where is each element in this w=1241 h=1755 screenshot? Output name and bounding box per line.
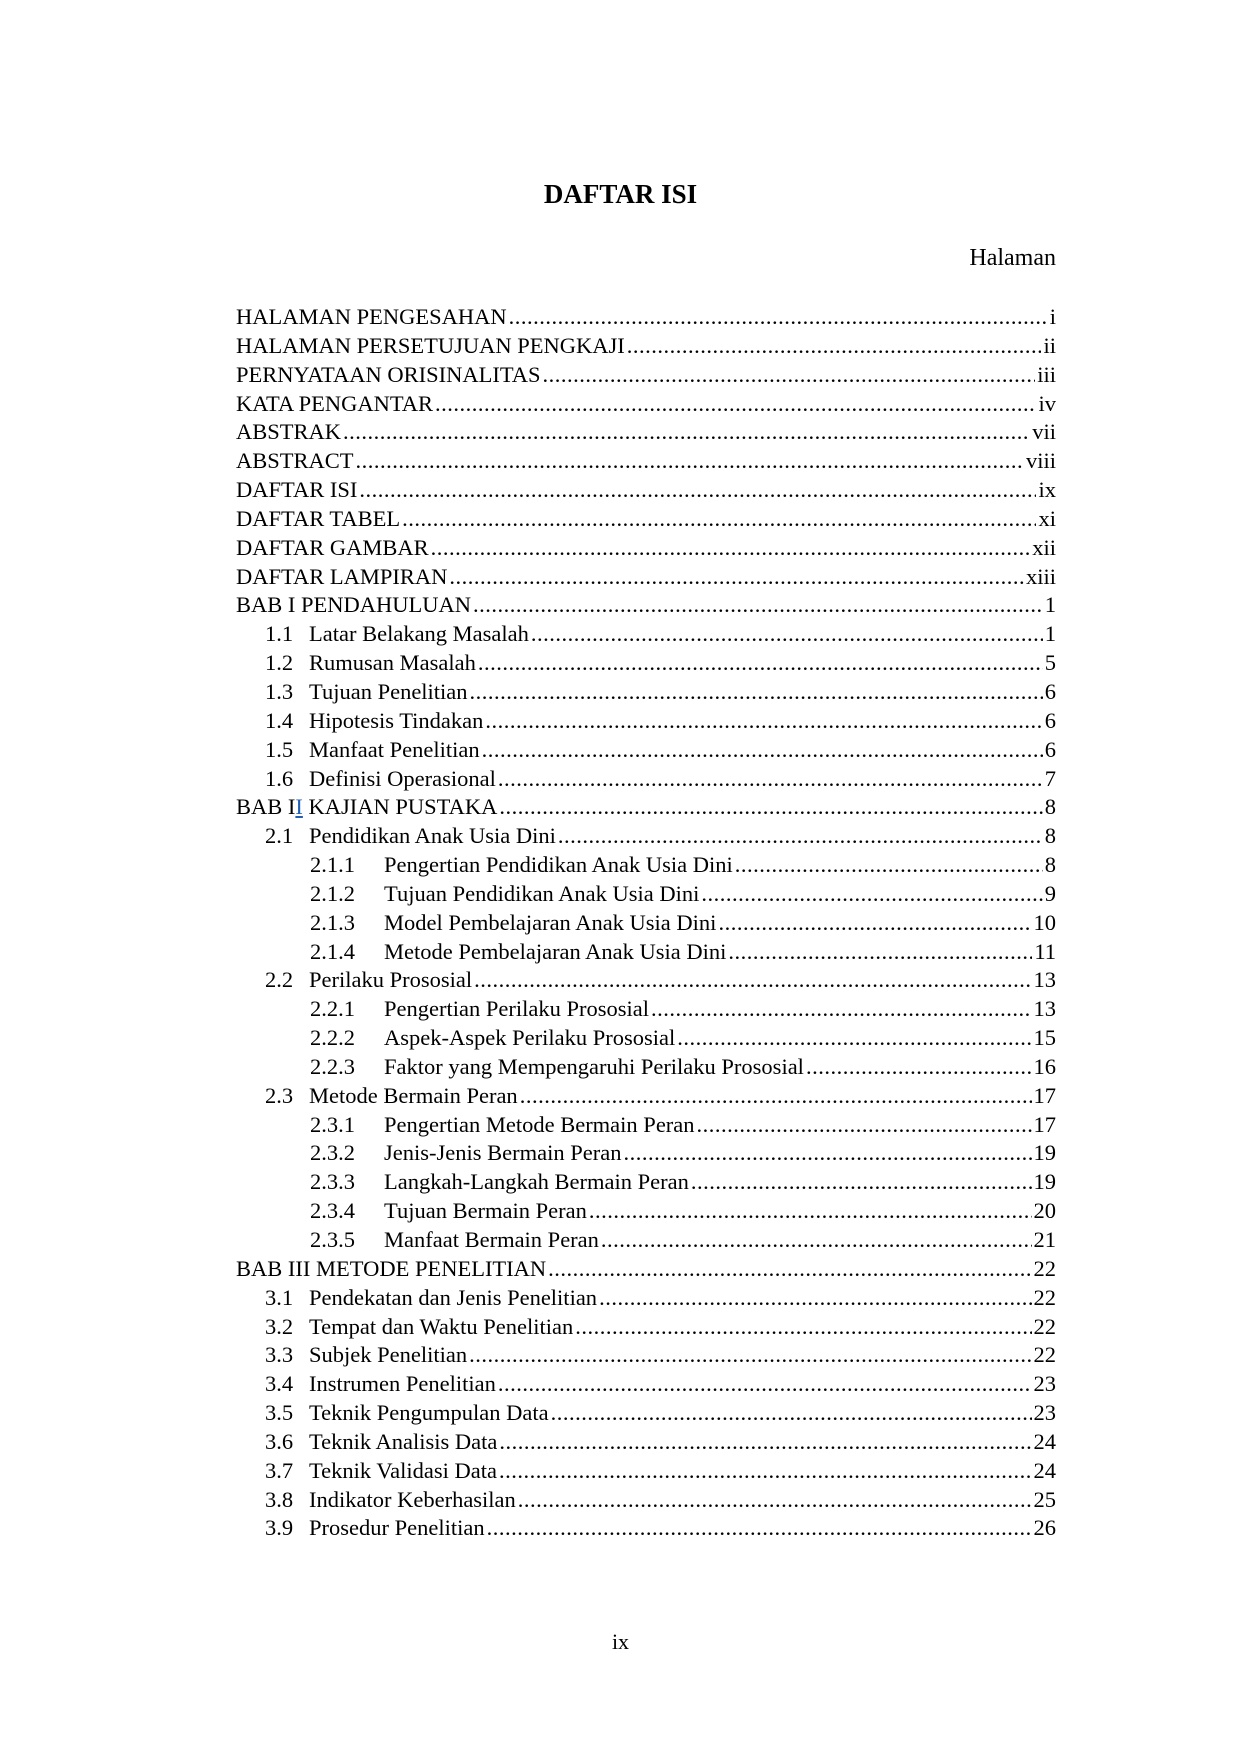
toc-entry-title: DAFTAR TABEL xyxy=(236,505,401,531)
dot-leader xyxy=(470,678,1043,707)
toc-entry-number: 2.3.5 xyxy=(310,1227,355,1252)
toc-entry-title: 1.4 Hipotesis Tindakan xyxy=(265,707,483,736)
toc-entry-page: 23 xyxy=(1033,1400,1056,1426)
toc-entry-title: 1.1 Latar Belakang Masalah xyxy=(265,620,529,649)
toc-entry[interactable] xyxy=(236,390,1056,419)
toc-entry-title: 1.3 Tujuan Penelitian xyxy=(265,678,468,707)
dot-leader xyxy=(558,822,1043,851)
toc-entry-page: 24 xyxy=(1033,1428,1056,1454)
dot-leader xyxy=(469,1341,1031,1370)
dot-leader xyxy=(520,1082,1032,1111)
dot-leader xyxy=(691,1168,1032,1197)
toc-entry-title: PERNYATAAN ORISINALITAS xyxy=(236,361,541,387)
dot-leader xyxy=(623,1139,1031,1168)
table-of-contents xyxy=(236,303,1056,1543)
toc-entry-page: 24 xyxy=(1033,1457,1056,1483)
toc-entry-number: 3.7 xyxy=(265,1457,294,1483)
toc-entry[interactable] xyxy=(236,1024,1056,1053)
toc-entry[interactable] xyxy=(236,1370,1056,1399)
toc-entry-title: 2.2.3 Faktor yang Mempengaruhi Perilaku Prososial xyxy=(310,1053,804,1082)
dot-leader xyxy=(498,1370,1032,1399)
hyperlink-fragment[interactable]: I xyxy=(295,794,303,820)
dot-leader xyxy=(735,851,1043,880)
dot-leader xyxy=(499,793,1042,822)
toc-entry-page: 21 xyxy=(1033,1227,1056,1252)
toc-entry-title: 2.3.3 Langkah-Langkah Bermain Peran xyxy=(310,1168,689,1197)
toc-entry-page: 16 xyxy=(1033,1053,1056,1079)
dot-leader xyxy=(449,563,1024,592)
toc-entry-title: DAFTAR LAMPIRAN xyxy=(236,563,448,589)
toc-entry-number: 2.1.1 xyxy=(310,852,355,878)
dot-leader xyxy=(806,1053,1032,1082)
toc-entry-page: 17 xyxy=(1033,1111,1056,1137)
toc-entry-page: 9 xyxy=(1044,880,1056,906)
dot-leader xyxy=(599,1284,1031,1313)
toc-entry[interactable] xyxy=(236,620,1056,649)
dot-leader xyxy=(435,390,1036,419)
toc-entry[interactable] xyxy=(236,1226,1056,1255)
toc-entry-title: 3.7 Teknik Validasi Data xyxy=(265,1457,497,1486)
toc-entry-page: 6 xyxy=(1044,678,1056,704)
toc-entry-page: 8 xyxy=(1044,823,1056,849)
toc-entry-page: 7 xyxy=(1044,765,1056,791)
toc-entry-number: 2.3 xyxy=(265,1082,294,1108)
toc-entry-title: 3.5 Teknik Pengumpulan Data xyxy=(265,1399,549,1428)
toc-entry-title: 2.1 Pendidikan Anak Usia Dini xyxy=(265,822,556,851)
toc-entry-number: 3.4 xyxy=(265,1371,294,1397)
toc-entry-number: 3.3 xyxy=(265,1342,294,1368)
toc-entry-number: 1.2 xyxy=(265,650,294,676)
dot-leader xyxy=(575,1313,1031,1342)
dot-leader xyxy=(701,880,1042,909)
toc-entry-number: 2.1.4 xyxy=(310,938,355,964)
toc-entry[interactable] xyxy=(236,909,1056,938)
toc-entry[interactable] xyxy=(236,1399,1056,1428)
toc-entry-title: HALAMAN PENGESAHAN xyxy=(236,304,507,329)
toc-entry-page: iv xyxy=(1038,390,1056,416)
toc-entry-page: vii xyxy=(1032,419,1056,445)
dot-leader xyxy=(697,1111,1032,1140)
toc-entry-number: 2.2.2 xyxy=(310,1025,355,1051)
toc-entry-page: ii xyxy=(1043,332,1056,358)
toc-entry-number: 3.6 xyxy=(265,1428,294,1454)
toc-entry-page: ix xyxy=(1038,477,1056,503)
toc-entry-page: 22 xyxy=(1033,1313,1056,1339)
toc-entry-number: 3.8 xyxy=(265,1486,294,1512)
toc-entry-page: 6 xyxy=(1044,707,1056,733)
dot-leader xyxy=(482,736,1043,765)
toc-entry-page: i xyxy=(1049,304,1056,329)
dot-leader xyxy=(356,447,1024,476)
toc-entry[interactable] xyxy=(236,822,1056,851)
toc-entry-page: 25 xyxy=(1033,1486,1056,1512)
toc-entry[interactable] xyxy=(236,591,1056,620)
dot-leader xyxy=(651,995,1032,1024)
dot-leader xyxy=(485,707,1042,736)
dot-leader xyxy=(343,418,1030,447)
toc-entry[interactable] xyxy=(236,476,1056,505)
toc-entry-title: 3.1 Pendekatan dan Jenis Penelitian xyxy=(265,1284,597,1313)
toc-entry[interactable] xyxy=(236,447,1056,476)
toc-entry-page: 19 xyxy=(1033,1140,1056,1166)
toc-entry[interactable] xyxy=(236,1168,1056,1197)
toc-entry[interactable] xyxy=(236,793,1056,822)
toc-entry-page: 13 xyxy=(1033,996,1056,1022)
toc-entry-page: 22 xyxy=(1033,1342,1056,1368)
toc-entry[interactable] xyxy=(236,303,1056,332)
toc-entry-page: 10 xyxy=(1033,909,1056,935)
toc-entry-page: 22 xyxy=(1033,1255,1056,1281)
toc-entry[interactable] xyxy=(236,1082,1056,1111)
toc-entry-page: 8 xyxy=(1044,852,1056,878)
toc-entry-page: xi xyxy=(1038,505,1056,531)
toc-entry-number: 1.1 xyxy=(265,621,294,647)
toc-entry-title: DAFTAR ISI xyxy=(236,477,358,503)
toc-entry-title: 2.2.1 Pengertian Perilaku Prososial xyxy=(310,995,649,1024)
toc-entry[interactable] xyxy=(236,505,1056,534)
toc-entry-title: 2.3.4 Tujuan Bermain Peran xyxy=(310,1197,587,1226)
dot-leader xyxy=(402,505,1036,534)
dot-leader xyxy=(551,1399,1032,1428)
toc-entry[interactable] xyxy=(236,1111,1056,1140)
toc-entry-title: 2.3.1 Pengertian Metode Bermain Peran xyxy=(310,1111,695,1140)
toc-entry-title: 3.3 Subjek Penelitian xyxy=(265,1341,467,1370)
dot-leader xyxy=(474,966,1031,995)
dot-leader xyxy=(728,938,1032,967)
toc-entry[interactable] xyxy=(236,1457,1056,1486)
dot-leader xyxy=(478,649,1043,678)
toc-entry[interactable] xyxy=(236,418,1056,447)
toc-entry[interactable] xyxy=(236,1197,1056,1226)
toc-entry-page: 19 xyxy=(1033,1169,1056,1195)
toc-entry-title: 2.1.2 Tujuan Pendidikan Anak Usia Dini xyxy=(310,880,699,909)
toc-entry-page: 1 xyxy=(1044,621,1056,647)
toc-entry-title: BAB II KAJIAN PUSTAKA xyxy=(236,794,498,820)
toc-entry-number: 3.2 xyxy=(265,1313,294,1339)
toc-entry-page: xiii xyxy=(1025,563,1056,589)
toc-entry-number: 2.1.2 xyxy=(310,880,355,906)
dot-leader xyxy=(677,1024,1031,1053)
toc-entry-title: 2.3.2 Jenis-Jenis Bermain Peran xyxy=(310,1139,621,1168)
toc-entry-number: 2.3.3 xyxy=(310,1169,355,1195)
dot-leader xyxy=(498,765,1043,794)
dot-leader xyxy=(531,620,1043,649)
toc-entry[interactable] xyxy=(236,966,1056,995)
toc-entry-title: 2.1.4 Metode Pembelajaran Anak Usia Dini xyxy=(310,938,726,967)
toc-entry-page: 1 xyxy=(1044,592,1056,618)
dot-leader xyxy=(359,476,1036,505)
dot-leader xyxy=(487,1514,1032,1543)
toc-entry-number: 1.6 xyxy=(265,765,294,791)
toc-entry-title: 2.2.2 Aspek-Aspek Perilaku Prososial xyxy=(310,1024,675,1053)
dot-leader xyxy=(589,1197,1032,1226)
toc-entry-page: 20 xyxy=(1033,1198,1056,1224)
toc-entry-title: HALAMAN PERSETUJUAN PENGKAJI xyxy=(236,332,625,358)
toc-entry[interactable] xyxy=(236,880,1056,909)
toc-entry[interactable] xyxy=(236,678,1056,707)
toc-entry[interactable] xyxy=(236,361,1056,390)
dot-leader xyxy=(431,534,1031,563)
toc-entry[interactable] xyxy=(236,1139,1056,1168)
toc-entry-page: xii xyxy=(1032,534,1056,560)
toc-entry-title: 2.3 Metode Bermain Peran xyxy=(265,1082,518,1111)
dot-leader xyxy=(627,332,1042,361)
toc-entry[interactable] xyxy=(236,1053,1056,1082)
toc-entry[interactable] xyxy=(236,736,1056,765)
toc-entry[interactable] xyxy=(236,765,1056,794)
toc-entry-title: 1.5 Manfaat Penelitian xyxy=(265,736,480,765)
toc-entry-title: BAB I PENDAHULUAN xyxy=(236,592,471,618)
toc-entry-page: 15 xyxy=(1033,1025,1056,1051)
dot-leader xyxy=(718,909,1031,938)
toc-entry-page: 22 xyxy=(1033,1284,1056,1310)
toc-entry[interactable] xyxy=(236,1428,1056,1457)
toc-entry-page: viii xyxy=(1025,448,1056,474)
toc-entry[interactable] xyxy=(236,534,1056,563)
toc-entry-title: 1.6 Definisi Operasional xyxy=(265,765,496,794)
toc-entry-number: 2.3.4 xyxy=(310,1198,355,1224)
toc-entry-title: ABSTRAK xyxy=(236,419,342,445)
toc-entry-title: 2.1.3 Model Pembelajaran Anak Usia Dini xyxy=(310,909,716,938)
toc-entry-page: 11 xyxy=(1034,938,1056,964)
toc-entry-number: 2.2 xyxy=(265,967,294,993)
dot-leader xyxy=(473,591,1043,620)
toc-entry-number: 3.5 xyxy=(265,1400,294,1426)
toc-entry-number: 2.3.2 xyxy=(310,1140,355,1166)
toc-entry-title: 3.4 Instrumen Penelitian xyxy=(265,1370,496,1399)
toc-entry[interactable] xyxy=(236,332,1056,361)
toc-entry-number: 2.3.1 xyxy=(310,1111,355,1137)
toc-entry-page: iii xyxy=(1037,361,1056,387)
toc-entry-number: 2.1.3 xyxy=(310,909,355,935)
toc-entry[interactable] xyxy=(236,1514,1056,1543)
toc-entry-page: 17 xyxy=(1033,1082,1056,1108)
dot-leader xyxy=(518,1486,1032,1515)
toc-entry-page: 23 xyxy=(1033,1371,1056,1397)
toc-entry-page: 26 xyxy=(1033,1515,1056,1541)
toc-entry-number: 1.5 xyxy=(265,736,294,762)
toc-entry[interactable] xyxy=(236,649,1056,678)
toc-entry[interactable] xyxy=(236,995,1056,1024)
toc-entry[interactable] xyxy=(236,1284,1056,1313)
toc-entry-page: 8 xyxy=(1044,794,1056,820)
toc-entry-title: KATA PENGANTAR xyxy=(236,390,434,416)
toc-entry-title: 3.2 Tempat dan Waktu Penelitian xyxy=(265,1313,573,1342)
toc-entry-title: 2.3.5 Manfaat Bermain Peran xyxy=(310,1226,599,1255)
toc-entry[interactable] xyxy=(236,1486,1056,1515)
toc-entry[interactable] xyxy=(236,1255,1056,1284)
toc-entry-page: 6 xyxy=(1044,736,1056,762)
toc-entry-title: 3.6 Teknik Analisis Data xyxy=(265,1428,497,1457)
toc-entry-title: DAFTAR GAMBAR xyxy=(236,534,429,560)
dot-leader xyxy=(601,1226,1032,1255)
toc-entry-title: BAB III METODE PENELITIAN xyxy=(236,1255,547,1281)
toc-entry[interactable] xyxy=(236,938,1056,967)
dot-leader xyxy=(548,1255,1031,1284)
toc-entry-page: 5 xyxy=(1044,650,1056,676)
toc-entry[interactable] xyxy=(236,1341,1056,1370)
dot-leader xyxy=(499,1457,1032,1486)
toc-entry[interactable] xyxy=(236,851,1056,880)
toc-entry-number: 2.1 xyxy=(265,823,294,849)
page-title: DAFTAR ISI xyxy=(543,179,698,209)
toc-entry-number: 3.1 xyxy=(265,1284,294,1310)
toc-entry-number: 2.2.1 xyxy=(310,996,355,1022)
dot-leader xyxy=(509,303,1048,332)
toc-entry-page: 13 xyxy=(1033,967,1056,993)
toc-entry[interactable] xyxy=(236,1313,1056,1342)
toc-entry[interactable] xyxy=(236,563,1056,592)
page-number: ix xyxy=(611,1629,630,1654)
toc-entry-number: 3.9 xyxy=(265,1515,294,1541)
toc-entry-number: 1.4 xyxy=(265,707,294,733)
toc-entry-title: 3.9 Prosedur Penelitian xyxy=(265,1514,485,1543)
toc-entry[interactable] xyxy=(236,707,1056,736)
toc-entry-title: 2.2 Perilaku Prososial xyxy=(265,966,472,995)
toc-entry-title: 3.8 Indikator Keberhasilan xyxy=(265,1486,516,1515)
dot-leader xyxy=(543,361,1036,390)
toc-entry-number: 1.3 xyxy=(265,678,294,704)
dot-leader xyxy=(499,1428,1031,1457)
toc-entry-number: 2.2.3 xyxy=(310,1053,355,1079)
toc-entry-title: 2.1.1 Pengertian Pendidikan Anak Usia Dini xyxy=(310,851,733,880)
toc-entry-title: 1.2 Rumusan Masalah xyxy=(265,649,476,678)
page-column-header: Halaman xyxy=(969,245,1056,271)
toc-entry-title: ABSTRACT xyxy=(236,448,354,474)
